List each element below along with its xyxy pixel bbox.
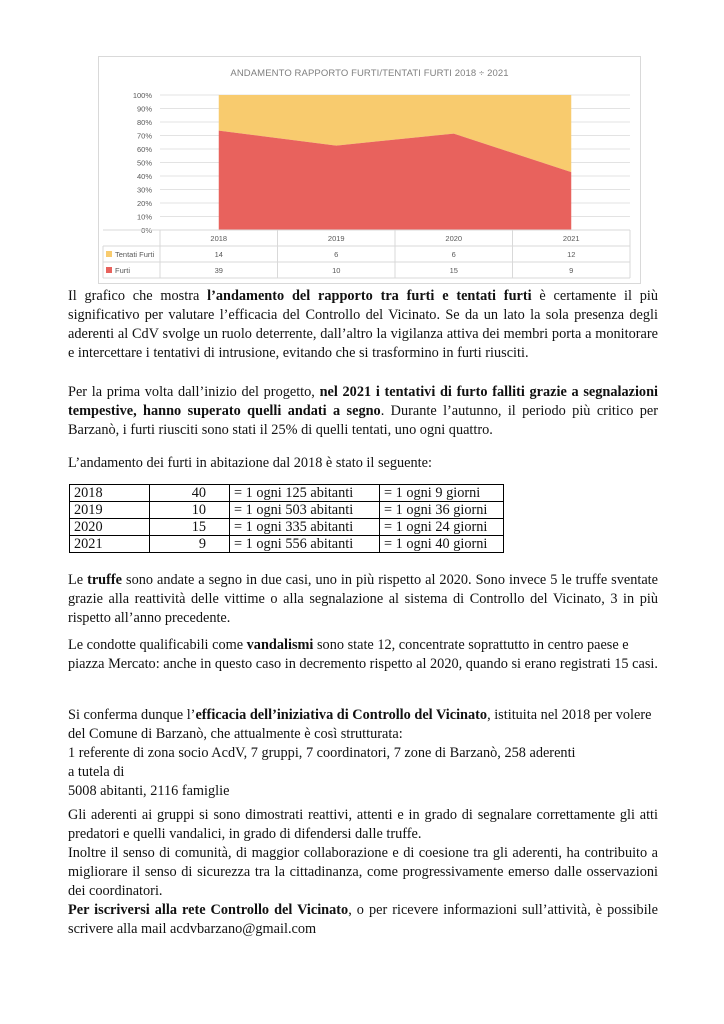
legend-label: Furti bbox=[115, 266, 130, 275]
y-tick-label: 30% bbox=[136, 185, 152, 195]
table-cell: = 1 ogni 125 abitanti bbox=[230, 485, 380, 502]
paragraph-vandalism: Le condotte qualificabili come vandalismi sono state 12, concentrate soprattutto in centro paese e piazza Mercato: anche in questo caso in decremento rispetto al 2020, quando si erano registrati 15 casi. bbox=[68, 637, 658, 672]
x-tick-label: 2018 bbox=[210, 234, 228, 243]
structure-line: 1 referente di zona socio AcdV, 7 gruppi, 7 coordinatori, 7 zone di Barzanò, 258 aderenti bbox=[68, 745, 576, 761]
chart-svg bbox=[99, 57, 640, 283]
y-tick-label: 0% bbox=[141, 226, 152, 235]
y-tick-label: 50% bbox=[136, 158, 152, 168]
data-label: 12 bbox=[567, 250, 576, 259]
table-cell: 2020 bbox=[70, 519, 150, 536]
table-row bbox=[70, 536, 504, 553]
table-cell: 9 bbox=[150, 536, 230, 553]
paragraph-first-time: Per la prima volta dall’inizio del progetto, nel 2021 i tentativi di furto falliti grazie a segnalazioni tempestive, hanno superato quelli andati a segno. Durante l’autunno, il periodo più critico per Barzanò, i furti riusciti sono stati il 25% di quelli tentati, uno ogni quattro. bbox=[68, 384, 658, 438]
data-label: 14 bbox=[214, 250, 223, 259]
table-cell: = 1 ogni 503 abitanti bbox=[230, 502, 380, 519]
y-tick-label: 80% bbox=[136, 118, 152, 127]
x-tick-label: 2020 bbox=[445, 234, 463, 243]
paragraph-scams: Le truffe sono andate a segno in due casi, uno in più rispetto al 2020. Sono invece 5 le truffe sventate grazie alla reattività delle vittime o alla segnalazione al sistema di Controllo del Vicinato, 3 in più rispetto all’anno precedente. bbox=[68, 572, 659, 626]
data-label: 9 bbox=[569, 266, 574, 275]
data-label: 6 bbox=[334, 250, 339, 259]
y-tick-label: 100% bbox=[132, 91, 152, 100]
data-label: 10 bbox=[332, 266, 341, 275]
legend-swatch bbox=[106, 267, 112, 273]
table-cell: 10 bbox=[150, 502, 230, 519]
table-cell: = 1 ogni 9 giorni bbox=[380, 485, 504, 502]
table-row bbox=[70, 485, 504, 502]
data-label: 39 bbox=[214, 266, 223, 275]
y-tick-label: 60% bbox=[136, 145, 152, 154]
paragraph-chart-intro: Il grafico che mostra l’andamento del rapporto tra furti e tentati furti è certamente il più significativo per valutare l’efficacia del Controllo del Vicinato. Se da un lato la sola presenza degli aderenti al CdV svolge un ruolo deterrente, dall’altro la vigilanza attiva dei membri porta a monitorare e intercettare i tentativi di intrusione, evitando che si trasformino in furti riusciti. bbox=[68, 288, 659, 361]
table-cell: = 1 ogni 556 abitanti bbox=[230, 536, 380, 553]
y-tick-label: 20% bbox=[136, 199, 152, 208]
paragraph-conclusion: Gli aderenti ai gruppi si sono dimostrati reattivi, attenti e in grado di segnalare correttamente gli atti predatori e quelli vandalici, in grado di difendersi dalle truffe. Inoltre il senso di comunità, di maggior collaborazione e di coesione tra gli aderenti, ha contribuito a migliorare il senso di sicurezza tra la cittadinanza, come progressivamente emerso dalle osservazioni dei coordinatori. Per iscriversi alla rete Controllo del Vicinato, o per ricevere informazioni sull’attività, è possibile scrivere alla mail acdvbarzano@gmail.com bbox=[68, 807, 658, 937]
table-cell: = 1 ogni 24 giorni bbox=[380, 519, 504, 536]
structure-line: a tutela di bbox=[68, 764, 125, 780]
table-cell: = 1 ogni 36 giorni bbox=[380, 502, 504, 519]
table-row bbox=[70, 519, 504, 536]
x-tick-label: 2021 bbox=[562, 234, 580, 243]
table-cell: 2021 bbox=[70, 536, 150, 553]
table-cell: 40 bbox=[150, 485, 230, 502]
data-label: 6 bbox=[451, 250, 456, 259]
x-tick-label: 2019 bbox=[327, 234, 345, 243]
y-tick-label: 10% bbox=[136, 212, 152, 222]
legend-label: Tentati Furti bbox=[115, 250, 155, 259]
y-tick-label: 70% bbox=[136, 131, 152, 141]
chart bbox=[98, 56, 641, 284]
table-cell: 2019 bbox=[70, 502, 150, 519]
paragraph-trend-intro: L’andamento dei furti in abitazione dal 2018 è stato il seguente: bbox=[68, 455, 432, 471]
y-tick-label: 90% bbox=[136, 104, 152, 114]
structure-line: 5008 abitanti, 2116 famiglie bbox=[68, 783, 230, 799]
table-cell: = 1 ogni 335 abitanti bbox=[230, 519, 380, 536]
table-cell: = 1 ogni 40 giorni bbox=[380, 536, 504, 553]
theft-table bbox=[69, 484, 504, 553]
data-label: 15 bbox=[449, 266, 458, 275]
table-cell: 2018 bbox=[70, 485, 150, 502]
chart-title: ANDAMENTO RAPPORTO FURTI/TENTATI FURTI 2018 ÷ 2021 bbox=[230, 68, 509, 79]
legend-swatch bbox=[106, 251, 112, 257]
y-tick-label: 40% bbox=[136, 172, 152, 181]
paragraph-efficacy: Si conferma dunque l’efficacia dell’iniziativa di Controllo del Vicinato, istituita nel 2018 per volere del Comune di Barzanò, che attualmente è così strutturata: 1 referente di zona socio AcdV, 7 gruppi, 7 coordinatori, 7 zone di Barzanò, 258 aderenti a tutela di 5008 abitanti, 2116 famiglie bbox=[68, 706, 658, 801]
table-row bbox=[70, 502, 504, 519]
table-cell: 15 bbox=[150, 519, 230, 536]
